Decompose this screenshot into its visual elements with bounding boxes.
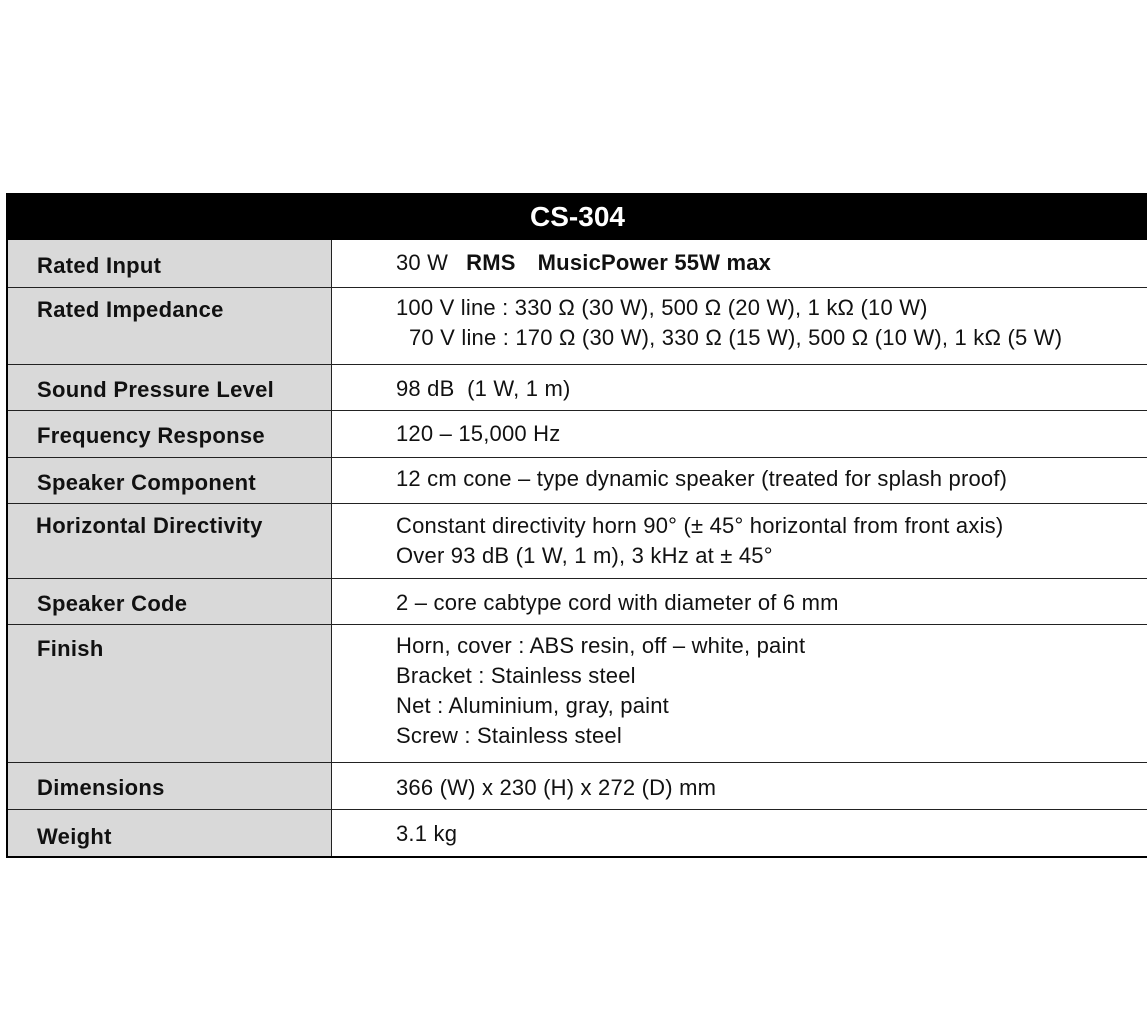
component-value: 12 cm cone – type dynamic speaker (treated for splash proof) — [396, 466, 1008, 491]
table-row-rated-input — [8, 240, 1147, 288]
row-label: Dimensions — [8, 763, 332, 809]
directivity-line-2: Over 93 dB (1 W, 1 m), 3 kHz at ± 45° — [396, 543, 773, 568]
music-power-value: MusicPower 55W max — [537, 250, 772, 275]
table-row-speaker-code — [8, 579, 1147, 625]
finish-net-line: Net : Aluminium, gray, paint — [396, 693, 669, 718]
impedance-100v-line: 100 V line : 330 Ω (30 W), 500 Ω (20 W), 1 kΩ (10 W) — [396, 295, 928, 320]
table-title: CS-304 — [8, 195, 1147, 240]
impedance-70v-line: 70 V line : 170 Ω (30 W), 330 Ω (15 W), 500 Ω (10 W), 1 kΩ (5 W) — [409, 325, 1063, 350]
row-value — [332, 411, 1147, 457]
weight-value: 3.1 kg — [396, 821, 458, 846]
finish-screw-line: Screw : Stainless steel — [396, 723, 622, 748]
dimensions-value: 366 (W) x 230 (H) x 272 (D) mm — [396, 775, 717, 800]
row-label: Finish — [8, 625, 332, 762]
row-value — [332, 365, 1147, 410]
table-row-dimensions — [8, 763, 1147, 810]
finish-horn-line: Horn, cover : ABS resin, off – white, paint — [396, 633, 806, 658]
row-label: Horizontal Directivity — [8, 504, 332, 578]
row-label: Speaker Component — [8, 458, 332, 503]
rms-label: RMS — [466, 250, 516, 275]
rated-power-value: 30 W — [396, 250, 449, 275]
table-row-sound-pressure-level — [8, 365, 1147, 411]
row-label: Speaker Code — [8, 579, 332, 624]
row-value — [332, 810, 1147, 856]
row-value — [332, 240, 1147, 287]
table-row-finish — [8, 625, 1147, 763]
table-row-frequency-response — [8, 411, 1147, 458]
row-value — [332, 458, 1147, 503]
row-value — [332, 579, 1147, 624]
row-label: Sound Pressure Level — [8, 365, 332, 410]
row-value — [332, 288, 1147, 364]
row-value — [332, 504, 1147, 578]
row-value — [332, 625, 1147, 762]
table-row-rated-impedance — [8, 288, 1147, 365]
row-label: Weight — [8, 810, 332, 856]
row-label: Frequency Response — [8, 411, 332, 457]
frequency-value: 120 – 15,000 Hz — [396, 421, 561, 446]
spl-value: 98 dB (1 W, 1 m) — [396, 376, 571, 401]
row-value — [332, 763, 1147, 809]
directivity-line-1: Constant directivity horn 90° (± 45° horizontal from front axis) — [396, 513, 1004, 538]
table-row-speaker-component — [8, 458, 1147, 504]
table-row-horizontal-directivity — [8, 504, 1147, 579]
row-label: Rated Input — [8, 240, 332, 287]
row-label: Rated Impedance — [8, 288, 332, 364]
speaker-code-value: 2 – core cabtype cord with diameter of 6 mm — [396, 590, 839, 615]
finish-bracket-line: Bracket : Stainless steel — [396, 663, 636, 688]
spec-table — [6, 193, 1147, 858]
table-row-weight — [8, 810, 1147, 856]
